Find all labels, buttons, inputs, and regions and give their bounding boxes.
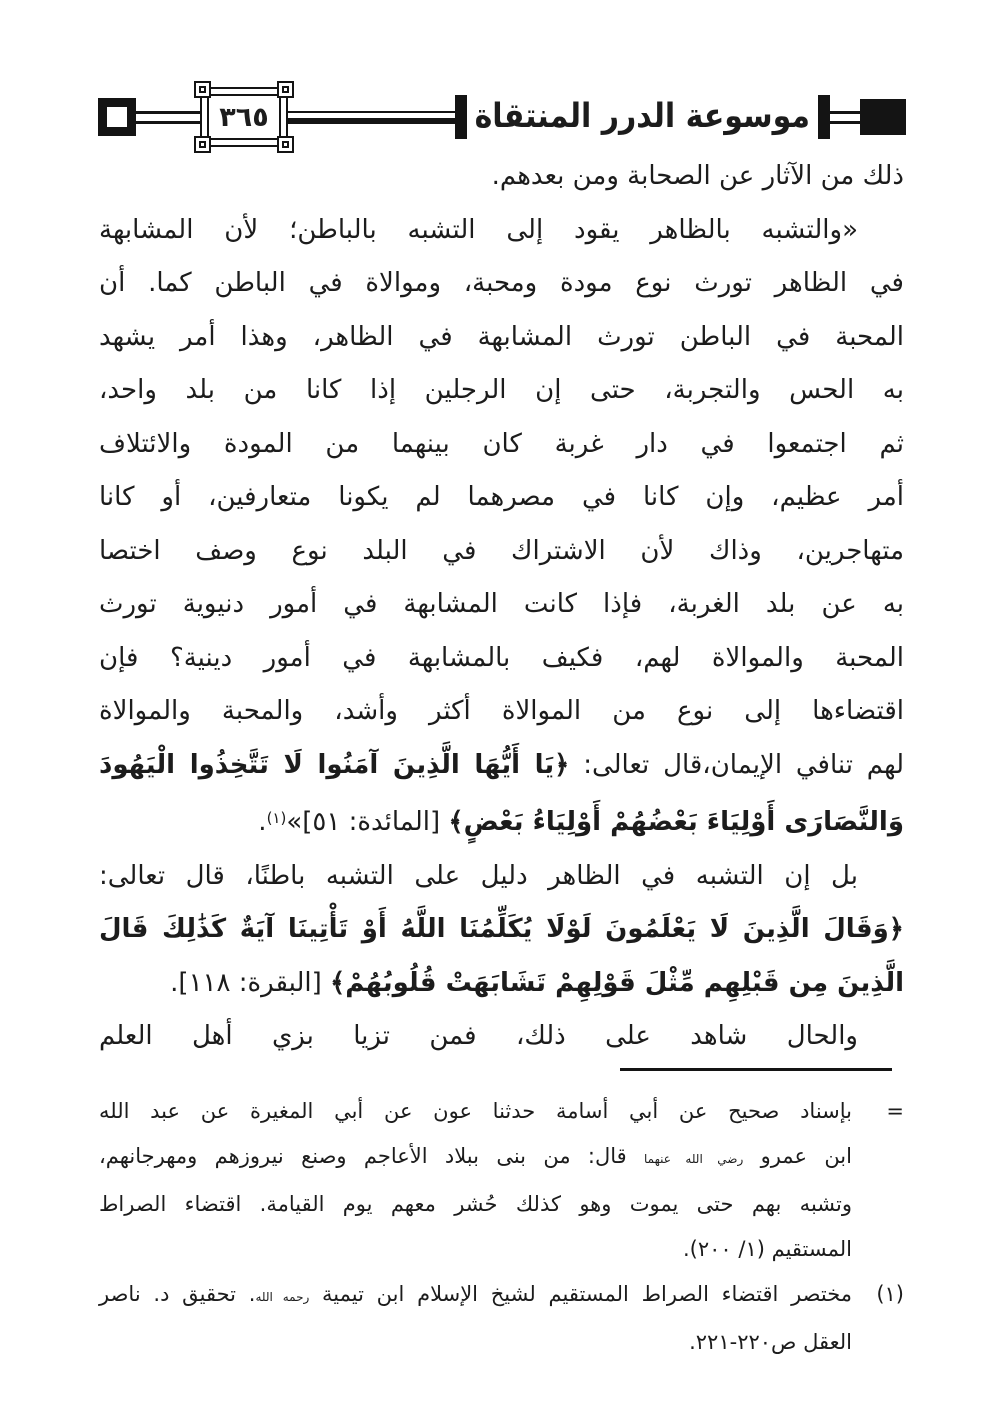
frame-corner-ornament (194, 136, 211, 153)
footnote-line: وتشبه بهم حتى يموت وهو كذلك حُشر معهم يوم القيامة. اقتضاء الصراط (99, 1192, 852, 1216)
header-rule (288, 111, 455, 124)
body-text (99, 150, 904, 1064)
header-double-line-right (830, 111, 860, 124)
header-bar-left (455, 95, 467, 139)
footnote-block (99, 1272, 904, 1365)
footnote-continuation-block (99, 1089, 904, 1272)
quran-verse: وَالنَّصَارَى أَوْلِيَاءَ بَعْضُهُمْ أَوْلِيَاءُ بَعْضٍ﴾ (448, 807, 904, 837)
footnote-text (99, 1089, 852, 1272)
footnote-line: ابن عمرو رضي الله عنهما قال: من بنى ببلاد الأعاجم وصنع نيروزهم ومهرجانهم، (99, 1144, 852, 1168)
frame-corner-ornament (277, 81, 294, 98)
body-line: به عن بلد الغربة، فإذا كانت المشابهة في أمور دنيوية تورث (99, 589, 904, 619)
header-hollow-square-ornament (98, 98, 136, 136)
frame-corner-ornament (277, 136, 294, 153)
book-title: موسوعة الدرر المنتقاة (474, 96, 810, 137)
body-line: ثم اجتمعوا في دار غربة كان بينهما من المودة والائتلاف (99, 428, 904, 459)
header-double-line-left (136, 111, 200, 124)
footnote-continuation-marker: = (886, 1099, 904, 1123)
header-right-block-ornament (860, 99, 906, 135)
body-line: ذلك من الآثار عن الصحابة ومن بعدهم. (491, 161, 904, 191)
header-bar-right (818, 95, 830, 139)
footnotes-section (99, 1068, 904, 1365)
body-line: بل إن التشبه في الظاهر دليل على التشبه باطنًا، قال تعالى: (99, 860, 858, 891)
body-line: والحال شاهد على ذلك، فمن تزيا بزي أهل العلم (99, 1021, 858, 1051)
page-number: ٣٦٥ (219, 101, 269, 133)
body-line-with-quran: لهم تنافي الإيمان،قال تعالى: ﴿يَا أَيُّهَا الَّذِينَ آمَنُوا لَا تَتَّخِذُوا الْيَهُودَ (99, 749, 904, 780)
body-line: المحبة والموالاة لهم، فكيف بالمشابهة في أمور دينية؟ فإن (99, 642, 904, 673)
body-line: في الظاهر تورث نوع مودة ومحبة، وموالاة في الباطن كما. أن (99, 268, 904, 298)
body-line: أمر عظيم، وإن كانا في مصرهما لم يكونا متعارفين، أو كانا (99, 482, 904, 512)
footnote-text (99, 1272, 852, 1365)
footnote-separator-rule (620, 1068, 892, 1071)
quran-verse: الَّذِينَ مِن قَبْلِهِم مِّثْلَ قَوْلِهِمْ تَشَابَهَتْ قُلُوبُهُمْ﴾ (330, 967, 904, 998)
frame-corner-ornament (194, 81, 211, 98)
honorific-symbol: رضي الله عنهما (644, 1152, 744, 1166)
page-number-frame (200, 87, 288, 147)
quran-verse: ﴿وَقَالَ الَّذِينَ لَا يَعْلَمُونَ لَوْلَا يُكَلِّمُنَا اللَّهُ أَوْ تَأْتِينَا آيَةٌ كَذَٰلِكَ قَالَ (99, 914, 904, 944)
body-line: المحبة في الباطن تورث المشابهة في الظاهر، وهذا أمر يشهد (99, 321, 904, 352)
footnote-line: العقل ص٢٢٠-٢٢١. (689, 1330, 852, 1354)
body-line: «والتشبه بالظاهر يقود إلى التشبه بالباطن؛ لأن المشابهة (99, 214, 858, 245)
body-line-with-quran: الَّذِينَ مِن قَبْلِهِم مِّثْلَ قَوْلِهِمْ تَشَابَهَتْ قُلُوبُهُمْ﴾ [البقرة: ١١٨]. (170, 967, 904, 998)
footnote-reference: (١) (266, 809, 287, 827)
page-header (98, 86, 906, 148)
honorific-symbol: رحمه الله (255, 1290, 310, 1304)
footnote-line: المستقيم (١/ ٢٠٠). (682, 1237, 852, 1261)
body-line: اقتضاءها إلى نوع من الموالاة أكثر وأشد، والمحبة والموالاة (99, 696, 904, 726)
body-line-with-quran: وَالنَّصَارَى أَوْلِيَاءَ بَعْضُهُمْ أَوْلِيَاءُ بَعْضٍ﴾ [المائدة: ٥١]»$^{(١)}$. (258, 807, 904, 837)
body-line-with-quran (99, 903, 904, 957)
footnote-number-marker: (١) (876, 1282, 904, 1306)
body-line: متهاجرين، وذاك لأن الاشتراك في البلد نوع وصف اختصا (99, 535, 904, 566)
quran-verse: ﴿يَا أَيُّهَا الَّذِينَ آمَنُوا لَا تَتَّخِذُوا الْيَهُودَ (99, 749, 570, 780)
footnote-line: بإسناد صحيح عن أبي أسامة حدثنا عون عن أبي المغيرة عن عبد الله (99, 1099, 852, 1123)
footnote-line: مختصر اقتضاء الصراط المستقيم لشيخ الإسلام ابن تيمية رحمه الله. تحقيق د. ناصر (99, 1282, 853, 1306)
body-line: به الحس والتجربة، حتى إن الرجلين إذا كانا من بلد واحد، (99, 375, 904, 405)
